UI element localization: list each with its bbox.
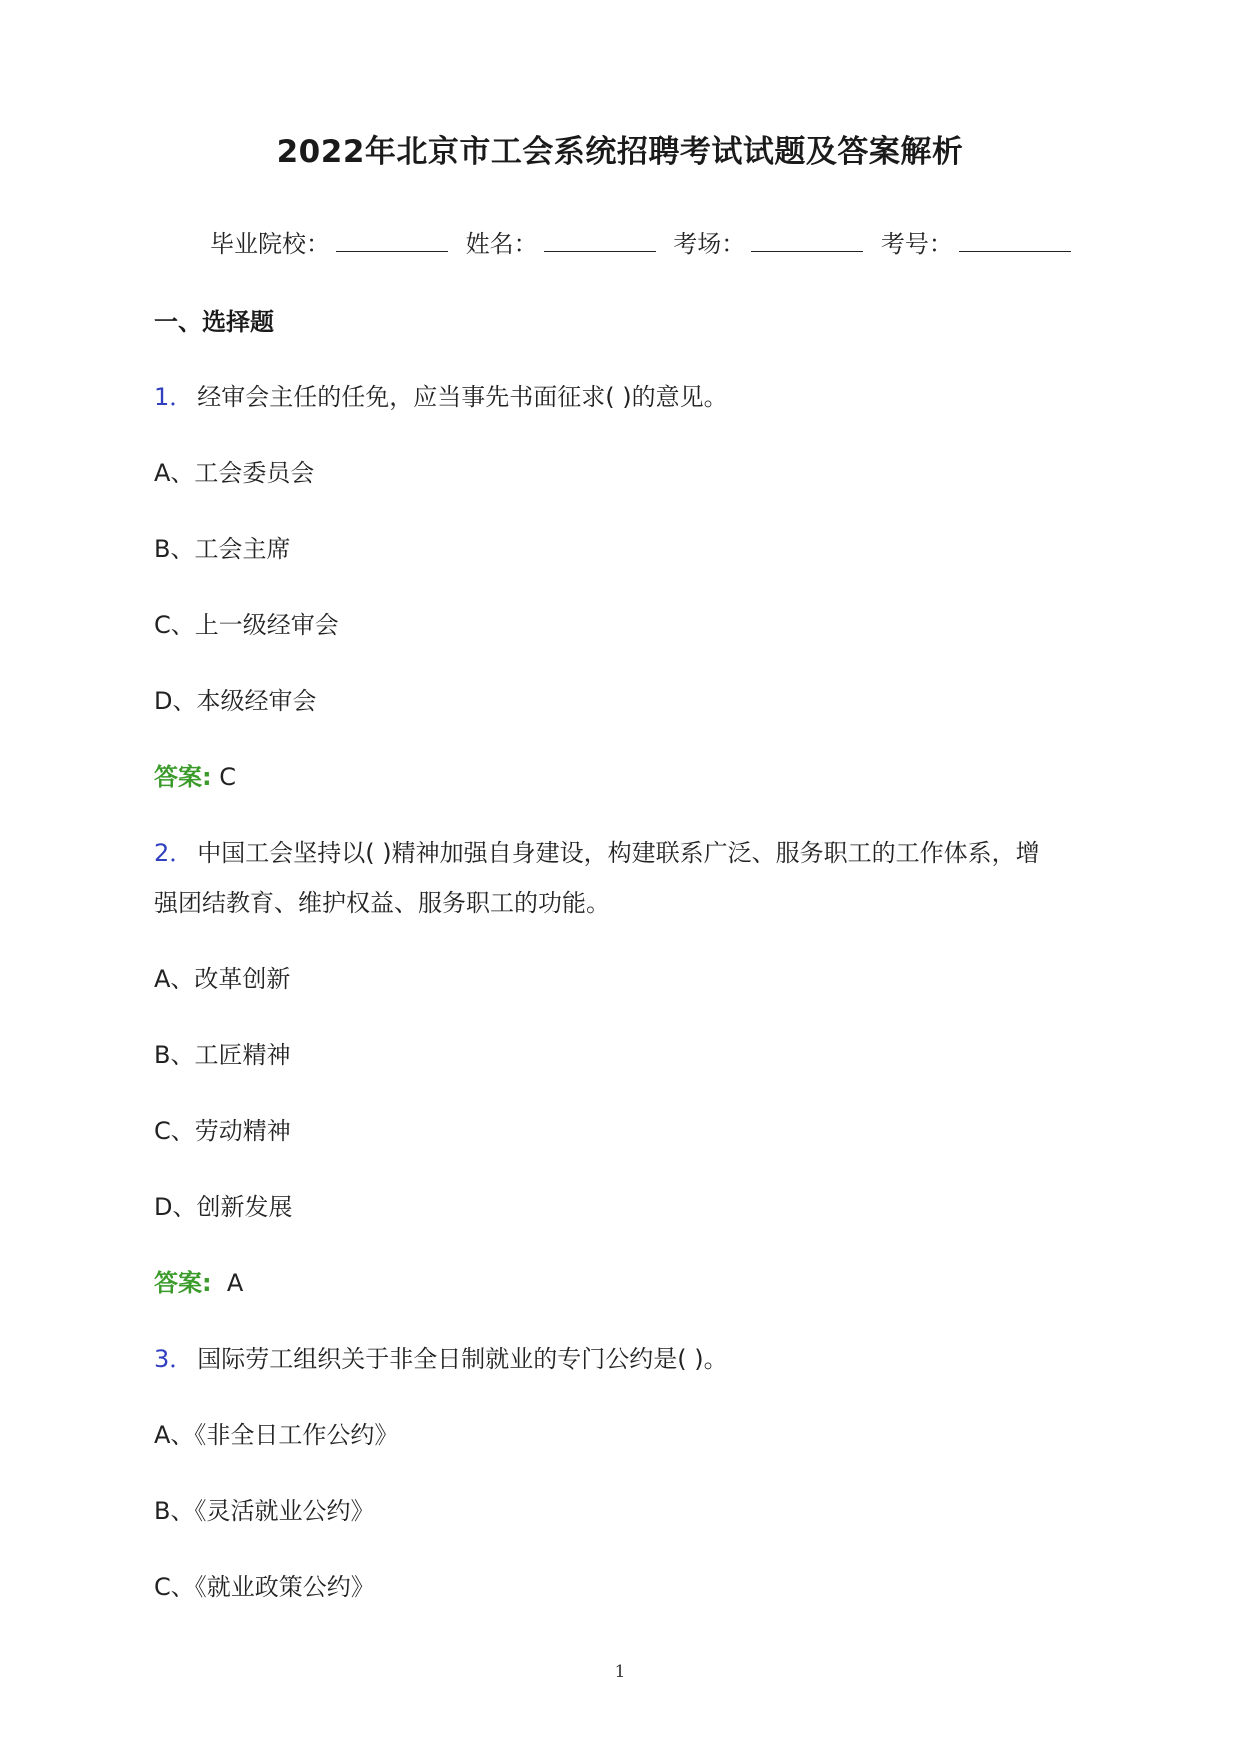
option-2b: B、工匠精神 xyxy=(154,1041,291,1069)
page-number: 1 xyxy=(614,1662,626,1682)
option-1c: C、上一级经审会 xyxy=(154,611,339,639)
option-3a: A、《非全日工作公约》 xyxy=(154,1421,399,1449)
option-2a: A、改革创新 xyxy=(154,965,291,993)
school-label: 毕业院校： xyxy=(210,230,330,258)
question-2-continued: 强团结教育、维护权益、服务职工的功能。 xyxy=(154,889,610,917)
option-3c: C、《就业政策公约》 xyxy=(154,1573,375,1601)
question-number: 1． xyxy=(154,383,194,411)
question-text-line1: 中国工会坚持以( )精神加强自身建设，构建联系广泛、服务职工的工作体系，增 xyxy=(197,839,1040,867)
exam-info-line xyxy=(210,224,1081,259)
number-label: 考号： xyxy=(880,230,953,258)
room-blank xyxy=(751,231,863,252)
question-text: 国际劳工组织关于非全日制就业的专门公约是( )。 xyxy=(197,1345,728,1373)
question-number: 2． xyxy=(154,839,194,867)
question-text: 经审会主任的任免，应当事先书面征求( )的意见。 xyxy=(197,383,728,411)
section-title: 一、选择题 xyxy=(154,308,274,336)
option-2d: D、创新发展 xyxy=(154,1193,293,1221)
name-label: 姓名： xyxy=(465,230,538,258)
answer-1 xyxy=(154,757,236,792)
number-blank xyxy=(959,231,1071,252)
answer-value: A xyxy=(211,1269,244,1297)
option-1a: A、工会委员会 xyxy=(154,459,315,487)
answer-2 xyxy=(154,1263,243,1298)
name-blank xyxy=(544,231,656,252)
answer-value: C xyxy=(211,763,236,791)
answer-label: 答案: xyxy=(154,763,212,791)
question-number: 3． xyxy=(154,1345,194,1373)
question-1 xyxy=(154,377,728,412)
school-blank xyxy=(336,231,448,252)
room-label: 考场： xyxy=(673,230,746,258)
option-1b: B、工会主席 xyxy=(154,535,291,563)
document-title: 2022年北京市工会系统招聘考试试题及答案解析 xyxy=(276,134,964,170)
option-2c: C、劳动精神 xyxy=(154,1117,291,1145)
question-3 xyxy=(154,1339,728,1374)
question-2 xyxy=(154,833,1040,868)
option-3b: B、《灵活就业公约》 xyxy=(154,1497,375,1525)
option-1d: D、本级经审会 xyxy=(154,687,317,715)
answer-label: 答案: xyxy=(154,1269,212,1297)
